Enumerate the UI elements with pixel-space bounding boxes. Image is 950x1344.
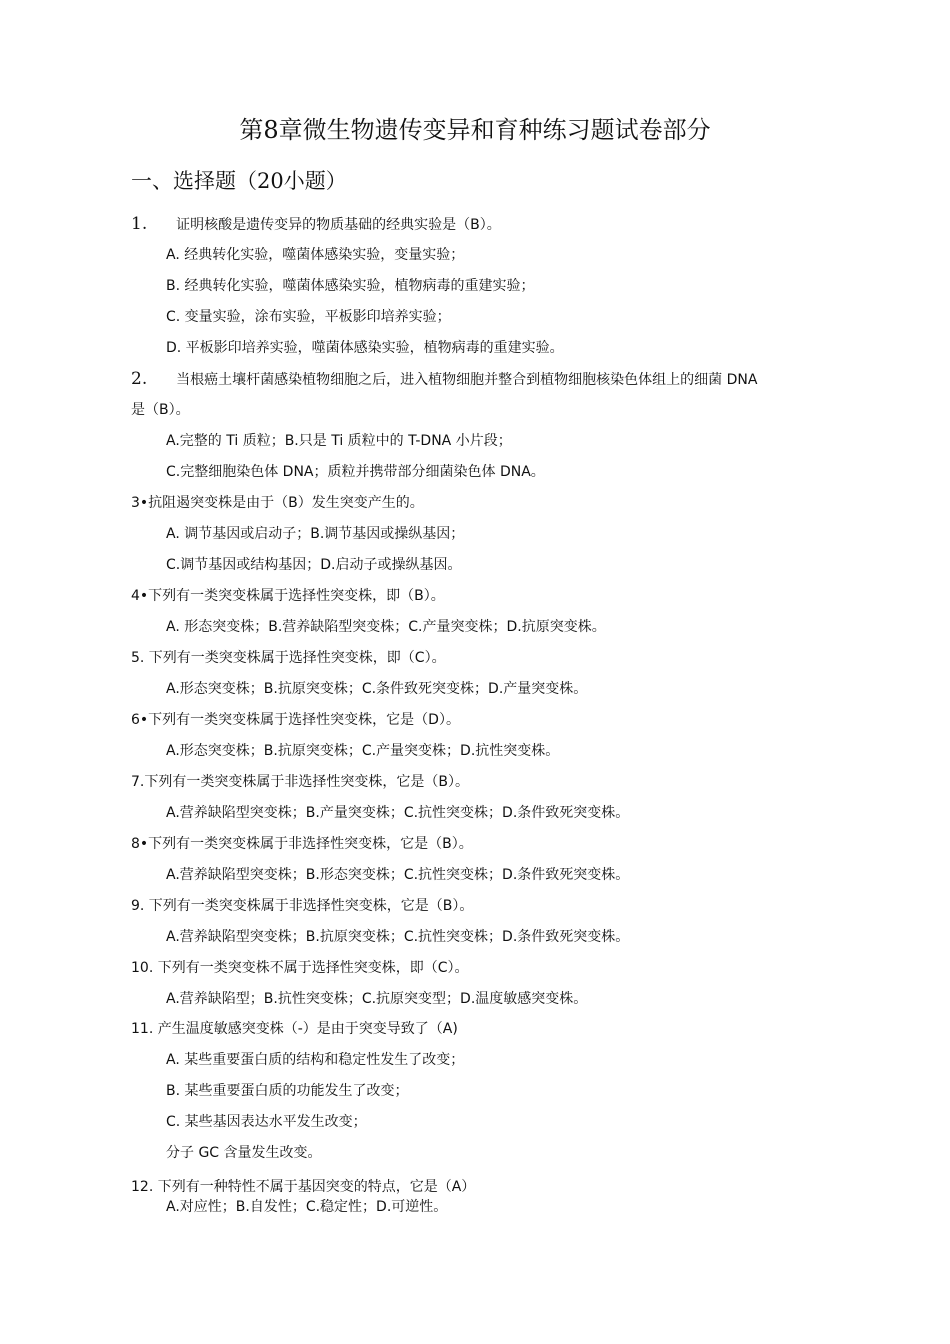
option-line: A.营养缺陷型；B.抗性突变株；C.抗原突变型；D.温度敏感突变株。 <box>166 991 588 1007</box>
question-6: 6•下列有一类突变株属于选择性突变株，它是（D）。 <box>131 712 460 728</box>
option-line: A.营养缺陷型突变株；B.抗原突变株；C.抗性突变株；D.条件致死突变株。 <box>166 929 630 945</box>
question-text: 当根癌土壤杆菌感染植物细胞之后，进入植物细胞并整合到植物细胞核染色体组上的细菌 DNA <box>176 372 758 388</box>
question-8: 8•下列有一类突变株属于非选择性突变株，它是（B）。 <box>131 836 473 852</box>
section-heading: 一、选择题（20小题） <box>131 169 347 193</box>
option-line: A. 调节基因或启动子；B.调节基因或操纵基因； <box>166 526 465 542</box>
option-line: C.完整细胞染色体 DNA；质粒并携带部分细菌染色体 DNA。 <box>166 464 545 480</box>
option-b: B. 经典转化实验，噬菌体感染实验，植物病毒的重建实验； <box>166 278 535 294</box>
option-b: B. 某些重要蛋白质的功能发生了改变； <box>166 1083 409 1099</box>
option-c: C. 变量实验，涂布实验，平板影印培养实验； <box>166 309 451 325</box>
option-line: A.营养缺陷型突变株；B.形态突变株；C.抗性突变株；D.条件致死突变株。 <box>166 867 630 883</box>
question-9: 9. 下列有一类突变株属于非选择性突变株，它是（B）。 <box>131 898 474 914</box>
question-5: 5. 下列有一类突变株属于选择性突变株，即（C）。 <box>131 650 446 666</box>
question-number: 1. <box>131 214 148 234</box>
option-d: D. 平板影印培养实验，噬菌体感染实验，植物病毒的重建实验。 <box>166 340 564 356</box>
option-a: A. 经典转化实验，噬菌体感染实验，变量实验； <box>166 247 465 263</box>
option-line: A. 形态突变株；B.营养缺陷型突变株；C.产量突变株；D.抗原突变株。 <box>166 619 606 635</box>
question-7: 7.下列有一类突变株属于非选择性突变株，它是（B）。 <box>131 774 469 790</box>
option-c: C. 某些基因表达水平发生改变； <box>166 1114 367 1130</box>
option-d: 分子 GC 含量发生改变。 <box>166 1145 322 1161</box>
option-line: A.完整的 Ti 质粒；B.只是 Ti 质粒中的 T-DNA 小片段； <box>166 433 512 449</box>
option-line: A.形态突变株；B.抗原突变株；C.产量突变株；D.抗性突变株。 <box>166 743 560 759</box>
question-12: 12. 下列有一种特性不属于基因突变的特点，它是（A） <box>131 1179 476 1195</box>
question-1 <box>131 214 501 235</box>
page-title: 第8章微生物遗传变异和育种练习题试卷部分 <box>239 116 711 144</box>
question-number: 2. <box>131 369 148 389</box>
question-text: 证明核酸是遗传变异的物质基础的经典实验是（B）。 <box>176 217 501 233</box>
question-11: 11. 产生温度敏感突变株（-）是由于突变导致了（A) <box>131 1021 458 1037</box>
question-2 <box>131 369 757 390</box>
option-line: A.形态突变株；B.抗原突变株；C.条件致死突变株；D.产量突变株。 <box>166 681 588 697</box>
option-line: A.对应性；B.自发性；C.稳定性；D.可逆性。 <box>166 1199 448 1215</box>
question-3: 3•抗阻遏突变株是由于（B）发生突变产生的。 <box>131 495 424 511</box>
option-a: A. 某些重要蛋白质的结构和稳定性发生了改变； <box>166 1052 465 1068</box>
option-line: A.营养缺陷型突变株；B.产量突变株；C.抗性突变株；D.条件致死突变株。 <box>166 805 630 821</box>
question-2-continuation: 是（B）。 <box>131 402 190 418</box>
question-4: 4•下列有一类突变株属于选择性突变株，即（B）。 <box>131 588 445 604</box>
option-line: C.调节基因或结构基因；D.启动子或操纵基因。 <box>166 557 462 573</box>
question-10: 10. 下列有一类突变株不属于选择性突变株，即（C）。 <box>131 960 469 976</box>
